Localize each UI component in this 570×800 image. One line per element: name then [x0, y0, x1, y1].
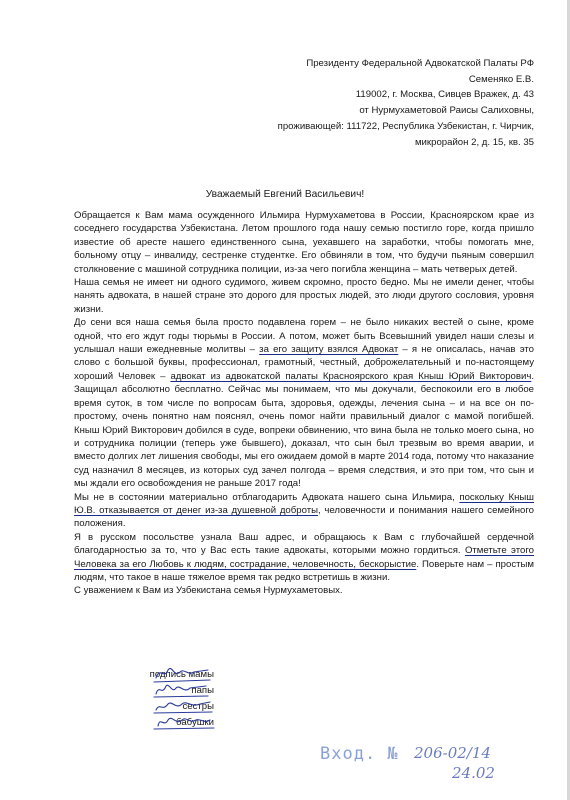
- signature-label: папы: [191, 685, 214, 696]
- paragraph: [74, 491, 534, 531]
- text-run: До сени вся наша семья была просто подавлена горем – не было никаких вестей о сыне, кроме одной, что его ждут годы тюрьмы в России. А потом, может быть Всевышний увидел наши слезы и услышал наши ежедневные молитвы –: [74, 317, 534, 356]
- signature-label: сестры: [182, 701, 214, 712]
- handwritten-signatures: [150, 664, 220, 736]
- paragraph: Обращается к Вам мама осужденного Ильмира Нурмухаметова в России, Красноярском крае из соседнего государства Узбекистана. Летом прошлого года нашу семью постигло горе, когда пришло известие об аресте нашего единственного сына, уехавшего на заработки, чтобы помогать мне, больному отцу – инвалиду, сестренке студентке. Его обвиняли в том, что будучи пьяным совершил столкновение с машиной сотрудника полиции, из-за чего погибла женщина – мать четверых детей.: [74, 210, 534, 275]
- underlined-text: за его защиту взялся Адвокат: [259, 344, 399, 356]
- underlined-text: адвокат из адвокатской палаты Красноярского края Кныш Юрий Викторович: [170, 370, 532, 382]
- incoming-stamp-label: Вход. №: [320, 744, 399, 764]
- paragraph: [74, 531, 534, 585]
- paragraph: Наша семья не имеет ни одного судимого, живем скромно, просто бедно. Мы не имели денег, чтобы нанять адвоката, в нашей стране это дорого для простых людей, это люди другого сословия, уровня жизни.: [74, 277, 534, 315]
- sender-line: от Нурмухаметовой Раисы Салиховны,: [359, 105, 534, 117]
- addressee-line: Семеняко Е.В.: [468, 73, 534, 85]
- salutation: Уважаемый Евгений Васильевич!: [205, 189, 365, 200]
- addressee-line: Президенту Федеральной Адвокатской Палаты РФ: [306, 58, 534, 69]
- paragraph: [74, 316, 534, 490]
- sender-line: проживающей: 111722, Республика Узбекистан, г. Чирчик,: [277, 120, 534, 132]
- addressee-block: [214, 56, 534, 150]
- incoming-stamp-number: 206-02/14: [414, 744, 491, 762]
- text-run: Я в русском посольстве узнала Ваш адрес, и обращаюсь к Вам с глубочайшей сердечной благодарностью за то, что у Вас есть такие адвокаты, которыми можно гордиться.: [74, 531, 534, 557]
- signature-label: бабушки: [176, 717, 214, 728]
- closing-line: С уважением к Вам из Узбекистана семья Нурмухаметовых.: [74, 585, 343, 597]
- text-run: . Поверьте нам – простым людям, что такое в наше тяжелое время так редко встретишь в жизни.: [74, 558, 535, 583]
- text-run: . Защищал абсолютно бесплатно. Сейчас мы понимаем, что мы докучали, беспокоили его в любое время суток, в том числе по вопросам быта, здоровья, одежды, лечения сына – и на все он по-простому, очень понятно нам пояснял, очень помог найти правильный диалог с мамой погибшей. Кныш Юрий Викторович добился в суде, вопреки обвинению, что вина была не только моего сына, но и сотрудника полиции (теперь уже бывшего), доказал, что сын был трезвым во время аварии, и вместо долгих лет лишения свободы, мы его ожидаем домой в марте 2014 года, потому что наказание суд назначил 8 месяцев, из которых суд зачел полгода – время следствия, и это при том, что сын и мы ждали его освобождения не раньше 2017 года!: [74, 370, 534, 490]
- text-run: – я не описалась, начав это слово с большой буквы, профессионал, грамотный, честный, доброжелательный и по-настоящему хороший Человек –: [74, 344, 535, 382]
- incoming-stamp-date: 24.02: [452, 764, 495, 782]
- sender-line: микрорайон 2, д. 15, кв. 35: [414, 136, 534, 148]
- signature-label: подпись мамы: [149, 669, 214, 680]
- underlined-text: поскольку Кныш Ю.В. отказывается от денег из-за душевной доброты: [74, 491, 534, 516]
- text-run: Мы не в состоянии материально отблагодарить Адвоката нашего сына Ильмира,: [74, 491, 460, 503]
- text-run: , человечности и понимания нашего семейного положения.: [74, 504, 534, 530]
- underlined-text: Отметьте этого Человека за его Любовь к людям, сострадание, человечность, бескорыстие: [74, 545, 534, 570]
- addressee-line: 119002, г. Москва, Сивцев Вражек, д. 43: [355, 89, 534, 101]
- letter-body: [74, 209, 534, 598]
